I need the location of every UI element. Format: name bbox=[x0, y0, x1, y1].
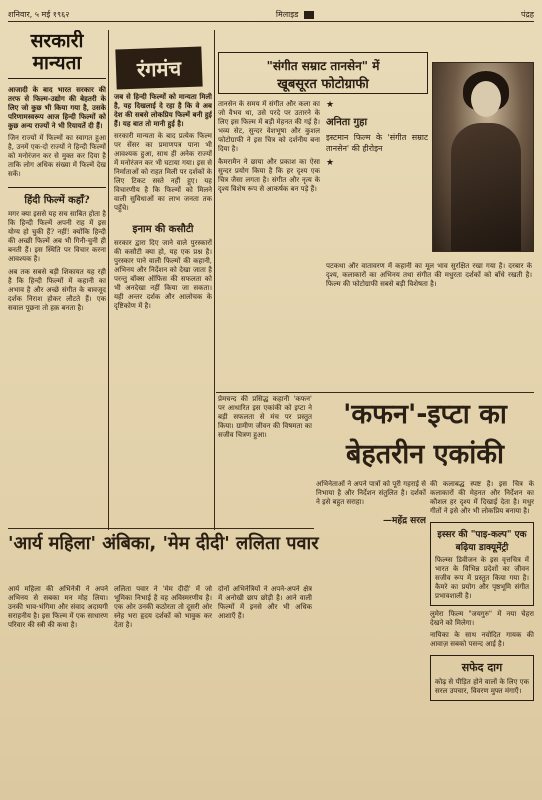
actress-photo bbox=[432, 62, 534, 252]
advert-box bbox=[430, 655, 534, 701]
list-item: नायिका के साथ नवोदित गायक की आवाज़ सबको पसन्द आई है। bbox=[430, 631, 534, 648]
paragraph: सरकार द्वारा दिए जाने वाले पुरस्कारों की कसौटी क्या हो, यह एक प्रश्न है। पुरस्कार पाने वाली फिल्मों की कहानी, अभिनय और निर्देशन को देखा जाता है परन्तु बॉक्स ऑफिस की सफलता को भी अनदेखा नहीं किया जा सकता। यही अन्तर दर्शक और आलोचक के दृष्टिकोण में है। bbox=[114, 239, 212, 310]
intro-text: आजादी के बाद भारत सरकार की तरफ से फिल्म-उद्योग की बेहतरी के लिए जो कुछ भी किया गया है, उसके परिणामस्वरूप आज हिन्दी फिल्मों को कुछ अन्य राज्यों ने भी रियायतें दी हैं। bbox=[8, 85, 106, 130]
bottom-column-c bbox=[218, 585, 312, 790]
section-divider bbox=[8, 528, 314, 529]
ipta-article-right bbox=[316, 480, 426, 780]
photo-caption bbox=[326, 100, 428, 260]
documentary-title: इस्सर की "पाइ-कल्प" एक बढ़िया डाक्यूमेंट्री bbox=[437, 530, 527, 553]
paragraph: आर्य महिला की अभिनेत्री ने अपने अभिनय से सबका मन मोह लिया। उनकी भाव-भंगिमा और संवाद अदायगी सराहनीय है। इस फिल्म में एक साधारण परिवार की स्त्री की कथा है। bbox=[8, 585, 108, 629]
ipta-headline-2: बेहतरीन एकांकी bbox=[346, 439, 504, 470]
column-divider bbox=[108, 30, 109, 530]
bottom-column-b bbox=[114, 585, 212, 790]
star-icon: ★ bbox=[326, 158, 335, 168]
paragraph: कैमरामैन ने छाया और प्रकाश का ऐसा सुन्दर प्रयोग किया है कि हर दृश्य एक चित्र जैसा लगता है। संगीत और नृत्य के दृश्य विशेष रूप से आकर्षक बन पड़े हैं। bbox=[218, 158, 320, 193]
paragraph: जिन राज्यों में फिल्मों का स्वागत हुआ है, उनमें एक-दो राज्यों ने हिन्दी फिल्मों को मनोरंजन कर से मुक्त कर दिया है ताकि लोग अधिक संख्या में फिल्में देख सकें। bbox=[8, 134, 106, 178]
advert-title: सफेद दाग bbox=[461, 661, 503, 674]
rangmanch-logo: रंगमंच bbox=[115, 47, 202, 90]
paragraph: प्रेमचन्द की प्रसिद्ध कहानी 'कफन' पर आधारित इस एकांकी को इप्टा ने बड़ी सफलता से मंच पर प्रस्तुत किया। ग्रामीण जीवन की विषमता का सजीव चित्रण हुआ। bbox=[218, 395, 312, 439]
header-emblem-icon bbox=[304, 11, 314, 19]
heading-sarkari: सरकारी bbox=[30, 30, 84, 52]
paragraph: सरकारी मान्यता के बाद प्रत्येक फिल्म पर सेंसर का प्रमाणपत्र पाना भी आवश्यक हुआ, साथ ही अनेक राज्यों में मनोरंजन कर भी घटाया गया। इस से निर्माताओं को राहत मिली पर दर्शकों के लिए टिकट सस्ते नहीं हुए। यह विचारणीय है कि फिल्मों को मिलने वाली सुविधाओं का लाभ जनता तक पहुँचे। bbox=[114, 132, 212, 212]
advert-text: कोढ़ से पीड़ित होने वालों के लिए एक सरल उपचार, विवरण मुफ्त मंगाएँ। bbox=[435, 678, 529, 695]
column-right bbox=[430, 480, 534, 790]
star-icon: ★ bbox=[326, 100, 335, 110]
paragraph: ललिता पवार ने 'मेम दीदी' में जो भूमिका निभाई है वह अविस्मरणीय है। एक ओर उनकी कठोरता तो दूसरी ओर स्नेह भरा हृदय दर्शकों को भावुक कर देता है। bbox=[114, 585, 212, 629]
column-rangmanch bbox=[114, 92, 212, 530]
paragraph: की कलाबद्ध स्पष्ट है। इस चित्र के कलाकारों की मेहनत और निर्देशन का कौशल हर दृश्य में दिखाई देता है। मधुर गीतों ने इसे और भी लोकप्रिय बनाया है। bbox=[430, 480, 534, 515]
paragraph: तानसेन के समय में संगीत और कला का जो वैभव था, उसे परदे पर उतारने के लिए इस फिल्म में बड़ी मेहनत की गई है। भव्य सेट, सुन्दर वेशभूषा और कुशल फोटोग्राफी ने इस चित्र को दर्शनीय बना दिया है। bbox=[218, 100, 320, 153]
documentary-text: फिल्म्स डिवीजन के इस वृत्तचित्र में भारत के विभिन्न प्रदेशों का जीवन सजीव रूप में प्रस्तुत किया गया है। कैमरे का प्रयोग और पृष्ठभूमि संगीत प्रभावशाली है। bbox=[435, 556, 529, 600]
intro-text: जब से हिन्दी फिल्मों को मान्यता मिली है, यह दिखलाई दे रहा है कि वे अब देश की सबसे लोकप्रिय फिल्में बनी हुई हैं। यह बात तो मानी हुई है। bbox=[114, 92, 212, 128]
header-date: शनिवार, ५ मई १९६२ bbox=[8, 10, 70, 19]
paragraph: मगर क्या इससे यह सच साबित होता है कि हिन्दी फिल्में अपनी राह में इस योग्य हो चुकी हैं? नहीं! क्योंकि हिन्दी की अच्छी फिल्में अब भी गिनी-चुनी ही बनती हैं। इस स्थिति पर विचार करना आवश्यक है। bbox=[8, 210, 106, 263]
column-sarkari bbox=[8, 30, 106, 530]
heading-manyata: मान्यता bbox=[8, 52, 106, 79]
caption-text: इस्टमान फिल्म के 'संगीत सम्राट तानसेन' की हीरोइन bbox=[326, 133, 428, 153]
subheading-inaam: इनाम की कसौटी bbox=[132, 224, 194, 235]
subheading-hindi-films: हिंदी फिल्में कहाँ? bbox=[8, 187, 106, 206]
ipta-headline-1: 'कफन'-इप्टा का bbox=[343, 399, 507, 430]
section-divider bbox=[216, 392, 534, 393]
tansen-headline-box bbox=[218, 52, 428, 94]
tansen-headline-2: खूबसूरत फोटोग्राफी bbox=[277, 77, 369, 92]
paragraph: अब तक सबसे बड़ी शिकायत यह रही है कि हिन्दी फिल्मों में कहानी का अभाव है और अच्छे संगीत के बावजूद दर्शक निराश होकर लौटते हैं। एक सवाल पूछना तो हक़ बनता है। bbox=[8, 268, 106, 312]
caption-name: अनिता गुहा bbox=[326, 117, 368, 128]
header-publication: मिलाइड bbox=[275, 10, 299, 19]
paragraph: अभिनेताओं ने अपने पात्रों को पूरी गहराई से निभाया है और निर्देशन संतुलित है। दर्शकों ने इसे बहुत सराहा। bbox=[316, 480, 426, 506]
tansen-headline-1: "संगीत सम्राट तानसेन" में bbox=[266, 59, 380, 73]
ipta-headline bbox=[316, 395, 534, 475]
header-page-number: पंद्रह bbox=[520, 10, 534, 19]
ipta-article-left bbox=[218, 395, 312, 525]
running-header bbox=[8, 8, 534, 22]
byline: —महेंद्र सरल bbox=[383, 516, 426, 526]
bottom-headline: 'आर्य महिला' अंबिका, 'मेम दीदी' ललिता पवार bbox=[8, 533, 319, 554]
tansen-article bbox=[218, 100, 320, 390]
photo-face bbox=[471, 81, 501, 117]
tansen-continued bbox=[326, 262, 532, 390]
paragraph: पटकथा और वातावरण में कहानी का मूल भाव सुरक्षित रखा गया है। दरबार के दृश्य, कलाकारों का अभिनय तथा संगीत की मधुरता दर्शकों को बाँधे रखती है। फिल्म की फोटोग्राफी सबसे बड़ी विशेषता है। bbox=[326, 262, 532, 288]
documentary-box bbox=[430, 522, 534, 606]
paragraph: दोनों अभिनेत्रियों ने अपने-अपने क्षेत्र में अनोखी छाप छोड़ी है। आने वाली फिल्मों में इनसे और भी अधिक आशाएँ हैं। bbox=[218, 585, 312, 620]
bottom-column-a bbox=[8, 585, 108, 790]
column-divider bbox=[214, 30, 215, 530]
list-item: लुमेरा फिल्म "जयगुरु" में नया चेहरा देखने को मिलेगा। bbox=[430, 610, 534, 627]
header-center bbox=[276, 9, 315, 20]
photo-figure bbox=[451, 123, 521, 252]
